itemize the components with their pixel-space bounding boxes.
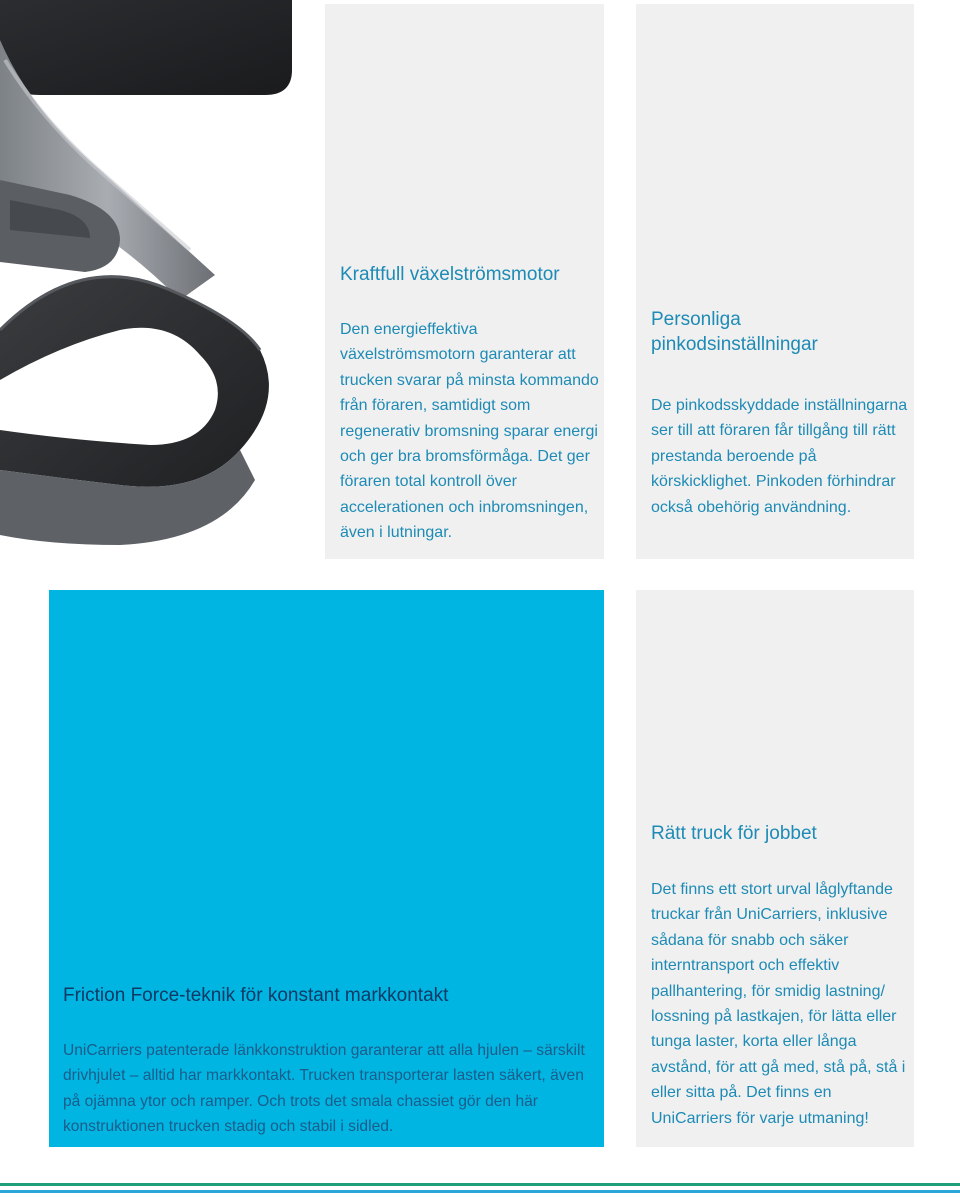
panel-pin-settings	[636, 4, 914, 559]
friction-heading: Friction Force-teknik för konstant markkontakt	[63, 985, 449, 1006]
truck-body: Det finns ett stort urval låglyftande truckar från UniCarriers, inklusive sådana för snabb och säker interntransport och effektiv pallhantering, för smidig lastning/ lossning på lastkajen, för lätta eller tunga laster, korta eller långa avstånd, för att gå med, stå på, stå i eller sitta på. Det finns en UniCarriers för varje utmaning!	[651, 881, 906, 1127]
truck-handle-photo	[0, 0, 300, 560]
pin-body: De pinkodsskyddade inställningarna ser till att föraren får tillgång till rätt prestanda beroende på körskicklighet. Pinkoden förhindrar också obehörig användning.	[651, 397, 908, 516]
truck-heading: Rätt truck för jobbet	[651, 823, 817, 844]
panel-motor	[325, 4, 604, 559]
panel-friction-force	[49, 590, 604, 1147]
panel-right-truck	[636, 590, 914, 1147]
footer-line-green	[0, 1183, 960, 1186]
footer-line-blue	[0, 1190, 960, 1193]
friction-body: UniCarriers patenterade länkkonstruktion garanterar att alla hjulen – särskilt drivhjulet – alltid har markkontakt. Trucken transporterar lasten säkert, även på ojämna ytor och ramper. Och trots det smala chassiet gör den här konstruktionen trucken stadig och stabil i sidled.	[63, 1042, 585, 1136]
pin-heading: Personliga pinkodsinställningar	[651, 309, 818, 355]
motor-heading: Kraftfull växelströmsmotor	[340, 264, 560, 285]
truck-handle-icon	[0, 0, 300, 560]
motor-body: Den energieffektiva växelströmsmotorn garanterar att trucken svarar på minsta kommando från föraren, samtidigt som regenerativ bromsning sparar energi och ger bra bromsförmåga. Det ger föraren total kontroll över accelerationen och inbromsningen, även i lutningar.	[340, 321, 599, 542]
